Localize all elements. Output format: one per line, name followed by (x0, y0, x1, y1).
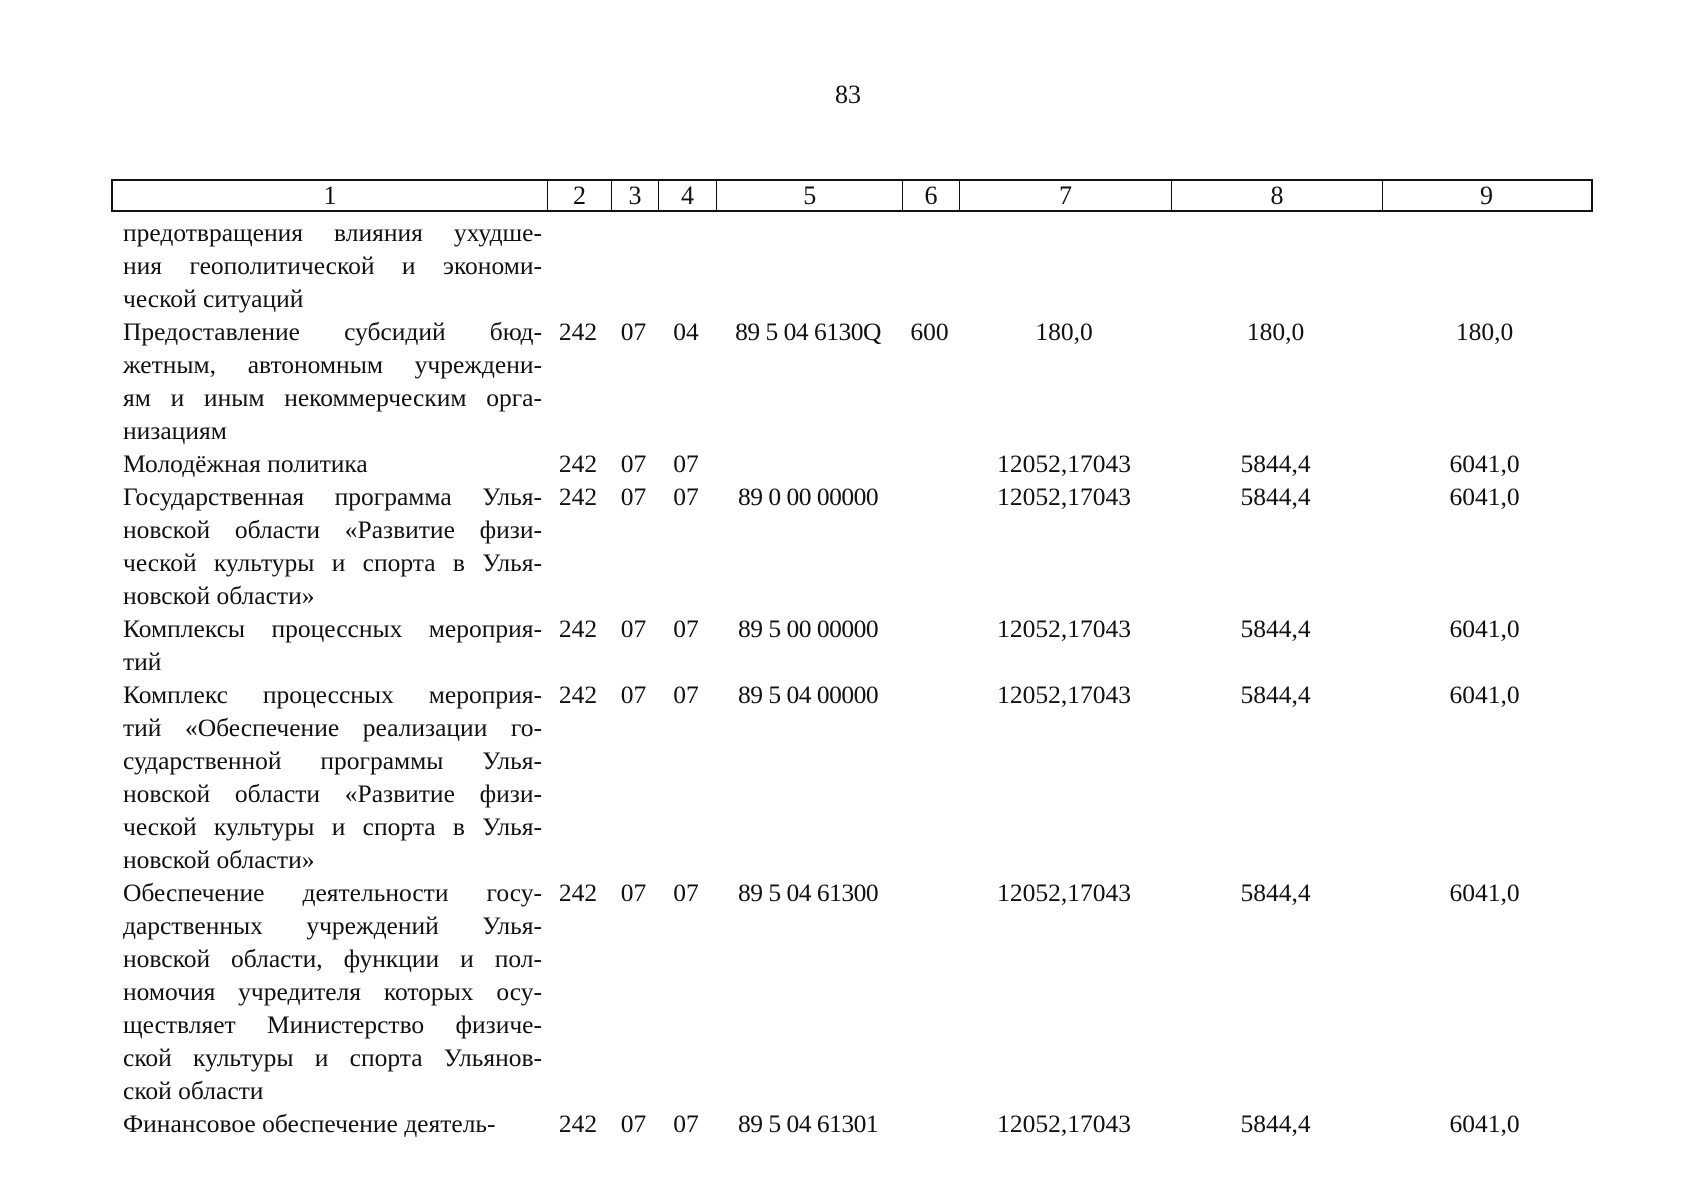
table-row (111, 1107, 1593, 1140)
row-cell-c2: 242 (558, 680, 598, 709)
row-name-line: низациям (123, 416, 227, 445)
row-cell-c4: 07 (673, 680, 699, 709)
header-col-8: 8 (1172, 181, 1383, 210)
row-cell-c9: 6041,0 (1449, 482, 1520, 511)
row-cell-c6 (901, 876, 958, 1107)
row-cell-c3: 07 (620, 680, 647, 709)
row-name-line: ческой ситуаций (123, 284, 304, 313)
row-cell-c4: 04 (673, 317, 699, 346)
header-col-7: 7 (960, 181, 1172, 210)
table-row (111, 216, 1593, 315)
header-col-4: 4 (659, 181, 717, 210)
row-name-line: новской области» (123, 845, 315, 874)
row-cell-c8 (1170, 216, 1381, 315)
row-name-line: ческой культуры и спорта в Улья- (123, 812, 542, 841)
row-cell-c4: 07 (673, 614, 699, 643)
row-cell-c5: 89 5 04 61300 (737, 878, 879, 907)
row-cell-c8: 5844,4 (1240, 680, 1311, 709)
row-cell-c7: 12052,17043 (997, 878, 1131, 907)
row-name-line: новской области «Развитие физи- (123, 779, 542, 808)
header-col-5: 5 (717, 181, 903, 210)
row-name-line: Комплекс процессных мероприя- (123, 680, 542, 709)
row-cell-c9: 180,0 (1455, 317, 1514, 346)
row-cell-c6 (901, 216, 958, 315)
row-name-line: ской культуры и спорта Ульянов- (123, 1043, 542, 1072)
row-name-cell (111, 447, 546, 480)
row-name-cell (111, 480, 546, 612)
row-name-line: новской области «Развитие физи- (123, 515, 542, 544)
row-cell-c7: 12052,17043 (997, 614, 1131, 643)
row-cell-c8: 5844,4 (1240, 449, 1311, 478)
header-col-3: 3 (612, 181, 659, 210)
row-cell-c2 (546, 216, 610, 315)
row-cell-c6 (901, 612, 958, 678)
row-cell-c7: 12052,17043 (997, 680, 1131, 709)
row-name-line: Комплексы процессных мероприя- (123, 614, 542, 643)
row-name-line: тий «Обеспечение реализации го- (123, 713, 542, 742)
row-cell-c6 (901, 480, 958, 612)
row-cell-c2: 242 (558, 449, 598, 478)
row-name-line: сударственной программы Улья- (123, 746, 542, 775)
row-cell-c2: 242 (558, 317, 598, 346)
row-cell-c3: 07 (620, 1109, 647, 1138)
row-name-cell (111, 876, 546, 1107)
row-cell-c9: 6041,0 (1449, 680, 1520, 709)
row-name-line: тий (123, 647, 162, 676)
row-cell-c8: 5844,4 (1240, 614, 1311, 643)
row-name-line: Предоставление субсидий бюд- (123, 317, 542, 346)
row-cell-c8: 5844,4 (1240, 878, 1311, 907)
row-cell-c2: 242 (558, 878, 598, 907)
table-body (111, 216, 1593, 1140)
row-cell-c7: 12052,17043 (997, 1109, 1131, 1138)
row-name-line: новской области, функции и пол- (123, 944, 542, 973)
table-row (111, 612, 1593, 678)
row-cell-c9: 6041,0 (1449, 878, 1520, 907)
row-cell-c7 (958, 216, 1170, 315)
row-cell-c6 (901, 678, 958, 876)
row-cell-c3: 07 (620, 878, 647, 907)
row-cell-c9: 6041,0 (1449, 614, 1520, 643)
row-cell-c5: 89 5 04 00000 (737, 680, 879, 709)
row-cell-c2: 242 (558, 482, 598, 511)
table-row (111, 480, 1593, 612)
row-cell-c5: 89 5 00 00000 (737, 614, 879, 643)
row-cell-c9: 6041,0 (1449, 1109, 1520, 1138)
row-cell-c3 (610, 216, 657, 315)
row-cell-c3: 07 (620, 614, 647, 643)
page-number: 83 (835, 80, 861, 109)
row-cell-c5: 89 5 04 6130Q (735, 317, 881, 346)
row-cell-c4 (657, 216, 715, 315)
row-cell-c9 (1381, 216, 1588, 315)
row-name-line: Обеспечение деятельности госу- (123, 878, 542, 907)
header-col-9: 9 (1480, 181, 1493, 210)
row-cell-c7: 180,0 (1035, 317, 1093, 346)
row-name-line: ям и иным некоммерческим орга- (123, 383, 542, 412)
header-col-2: 2 (548, 181, 612, 210)
row-cell-c6 (901, 1107, 958, 1140)
row-name-line: ческой культуры и спорта в Улья- (123, 548, 542, 577)
row-cell-c8: 5844,4 (1240, 1109, 1311, 1138)
row-cell-c4: 07 (673, 1109, 699, 1138)
row-cell-c3: 07 (620, 317, 647, 346)
row-cell-c2: 242 (558, 614, 598, 643)
row-cell-c7: 12052,17043 (997, 449, 1131, 478)
row-name-cell (111, 216, 546, 315)
row-cell-c4: 07 (673, 878, 699, 907)
row-name-line: жетным, автономным учреждени- (123, 350, 542, 379)
row-name-line: новской области» (123, 581, 315, 610)
row-name-cell (111, 315, 546, 447)
row-name-line: предотвращения влияния ухудше- (123, 218, 542, 247)
table-row (111, 678, 1593, 876)
row-name-cell (111, 1107, 546, 1140)
header-col-6: 6 (903, 181, 960, 210)
row-cell-c5: 89 5 04 61301 (737, 1109, 879, 1138)
row-cell-c9: 6041,0 (1449, 449, 1520, 478)
row-name-line: Государственная программа Улья- (123, 482, 542, 511)
row-cell-c4: 07 (673, 482, 699, 511)
row-name-line: Финансовое обеспечение деятель- (123, 1109, 496, 1138)
row-cell-c2: 242 (558, 1109, 598, 1138)
row-cell-c6: 600 (910, 317, 949, 346)
table-row (111, 447, 1593, 480)
row-name-cell (111, 678, 546, 876)
row-name-line: номочия учредителя которых осу- (123, 977, 542, 1006)
row-cell-c3: 07 (620, 482, 647, 511)
header-col-1: 1 (113, 181, 548, 210)
row-name-line: дарственных учреждений Улья- (123, 911, 542, 940)
row-cell-c5: 89 0 00 00000 (737, 482, 879, 511)
row-name-line: ния геополитической и экономи- (123, 251, 542, 280)
row-name-line: ской области (123, 1076, 264, 1105)
row-name-cell (111, 612, 546, 678)
row-cell-c6 (901, 447, 958, 480)
row-cell-c8: 180,0 (1246, 317, 1305, 346)
table-header-row (111, 179, 1593, 212)
row-cell-c5 (715, 447, 901, 480)
row-cell-c8: 5844,4 (1240, 482, 1311, 511)
row-name-line: ществляет Министерство физиче- (123, 1010, 542, 1039)
row-cell-c5 (715, 216, 901, 315)
table-row (111, 876, 1593, 1107)
row-name-line: Молодёжная политика (123, 449, 368, 478)
row-cell-c3: 07 (620, 449, 647, 478)
row-cell-c4: 07 (673, 449, 699, 478)
table-row (111, 315, 1593, 447)
row-cell-c7: 12052,17043 (997, 482, 1131, 511)
